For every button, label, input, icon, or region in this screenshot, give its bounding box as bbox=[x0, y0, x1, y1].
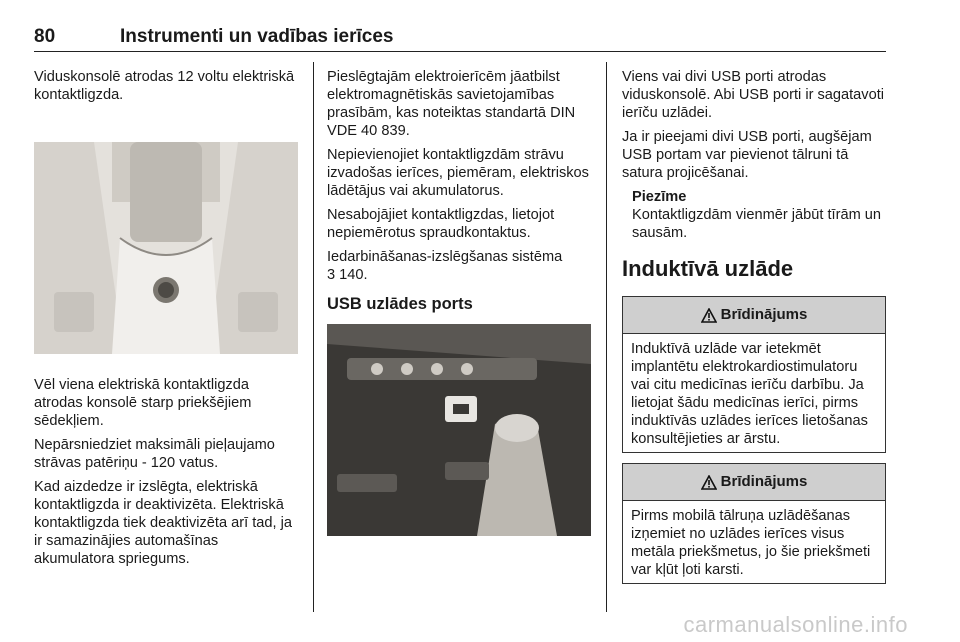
paragraph bbox=[327, 248, 591, 284]
column-1 bbox=[34, 68, 300, 574]
warning-title: Brīdinājums bbox=[720, 306, 808, 323]
note-text: Kontaktligzdām vienmēr jābūt tīrām un sausām. bbox=[632, 207, 882, 241]
paragraph: Viens vai divi USB porti atrodas viduskonsolē. Abi USB porti ir sagatavoti ierīču uzlādei. bbox=[622, 69, 885, 121]
warning-header bbox=[623, 297, 885, 334]
warning-text: Induktīvā uzlāde var ietekmēt implantētu elektrokardiostimulatoru vai citu medicīnas ierīču darbību. Ja lietojat šādu medicīnas ierīci, pirms induktīvās uzlādes ierīces lietošanas konsultējieties ar ārstu. bbox=[631, 341, 868, 447]
warning-title: Brīdinājums bbox=[720, 473, 808, 490]
paragraph: Viduskonsolē atrodas 12 voltu elektriskā kontaktligzda. bbox=[34, 69, 295, 103]
warning-header bbox=[623, 464, 885, 501]
warning-box bbox=[622, 296, 886, 453]
page-number: 80 bbox=[34, 26, 56, 47]
warning-box bbox=[622, 463, 886, 584]
sub-heading: USB uzlādes ports bbox=[327, 295, 473, 313]
page-title: Instrumenti un vadības ierīces bbox=[120, 26, 394, 47]
paragraph: Kad aizdedze ir izslēgta, elektriskā kontaktligzda ir deaktivizēta. Elektriskā kontaktligzda tiek deaktivizēta arī tad, ja ir samazinājies automašīnas akumulatora spriegums. bbox=[34, 479, 292, 567]
watermark-text: carmanualsonline.info bbox=[683, 612, 908, 637]
page-reference: 3 140. bbox=[327, 267, 368, 283]
note-block bbox=[622, 188, 886, 242]
warning-text: Pirms mobilā tālruņa uzlādēšanas izņemiet no uzlādes ierīces visus metāla priekšmetus, jo šie priekšmeti var kļūt ļoti karsti. bbox=[631, 508, 871, 578]
header-divider bbox=[34, 51, 886, 52]
column-2 bbox=[327, 68, 591, 536]
column-3 bbox=[622, 68, 886, 594]
page-header bbox=[34, 26, 886, 52]
column-divider-2 bbox=[606, 62, 607, 612]
warning-triangle-icon bbox=[701, 308, 717, 323]
paragraph: Ja ir pieejami divi USB porti, augšējam USB portam var pievienot tālruni tā satura projicēšanai. bbox=[622, 129, 872, 181]
paragraph: Pieslēgtajām elektroierīcēm jāatbilst elektromagnētiskās savietojamības prasībām, kas noteiktas standartā DIN VDE 40 839. bbox=[327, 69, 576, 139]
warning-triangle-icon bbox=[701, 475, 717, 490]
paragraph: Vēl viena elektriskā kontaktligzda atrodas konsolē starp priekšējiem sēdekļiem. bbox=[34, 377, 252, 429]
note-label: Piezīme bbox=[632, 189, 687, 205]
power-outlet-console-photo bbox=[34, 142, 298, 354]
usb-port-console-photo bbox=[327, 324, 591, 536]
paragraph: Nesabojājiet kontaktligzdas, lietojot nepiemērotus spraudkontaktus. bbox=[327, 207, 555, 241]
paragraph: Nepārsniedziet maksimāli pieļaujamo strāvas patēriņu - 120 vatus. bbox=[34, 437, 275, 471]
paragraph-text: Iedarbināšanas-izslēgšanas sistēma bbox=[327, 249, 563, 265]
column-divider-1 bbox=[313, 62, 314, 612]
section-heading: Induktīvā uzlāde bbox=[622, 256, 794, 281]
paragraph: Nepievienojiet kontaktligzdām strāvu izvadošas ierīces, piemēram, elektriskos lādētājus vai akumulatorus. bbox=[327, 147, 589, 199]
